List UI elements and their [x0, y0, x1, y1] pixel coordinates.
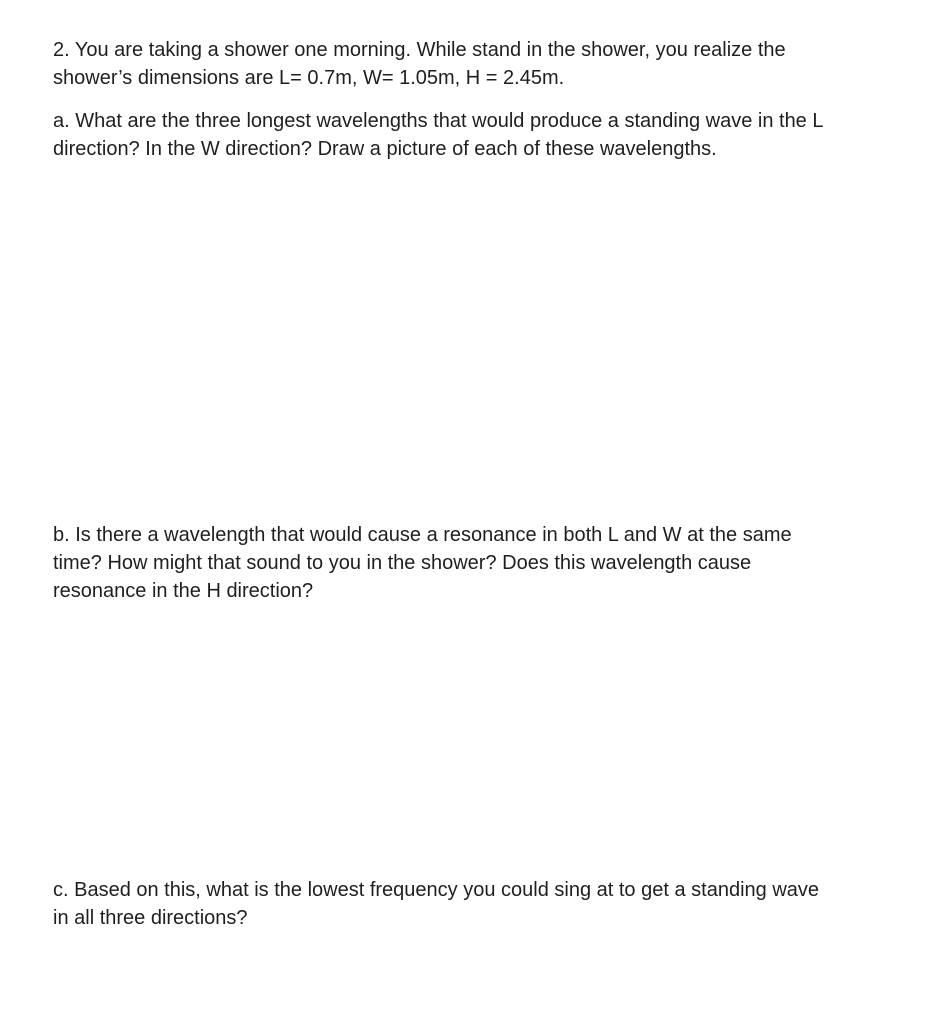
text-line: resonance in the H direction?	[53, 580, 314, 602]
question-part-a	[53, 107, 923, 163]
text-line: direction? In the W direction? Draw a picture of each of these wavelengths.	[53, 138, 717, 160]
text-line: time? How might that sound to you in the shower? Does this wavelength cause	[53, 552, 752, 574]
text-line: 2. You are taking a shower one morning. While stand in the shower, you realize the	[53, 39, 786, 61]
text-line: c. Based on this, what is the lowest frequency you could sing at to get a standing wave	[53, 879, 820, 901]
text-line: a. What are the three longest wavelengths that would produce a standing wave in the L	[53, 110, 824, 132]
question-2-intro	[53, 36, 923, 92]
text-line: shower’s dimensions are L= 0.7m, W= 1.05m, H = 2.45m.	[53, 67, 565, 89]
question-part-c	[53, 876, 923, 932]
question-part-b	[53, 521, 923, 605]
text-line: in all three directions?	[53, 907, 248, 929]
text-line: b. Is there a wavelength that would cause a resonance in both L and W at the same	[53, 524, 792, 546]
